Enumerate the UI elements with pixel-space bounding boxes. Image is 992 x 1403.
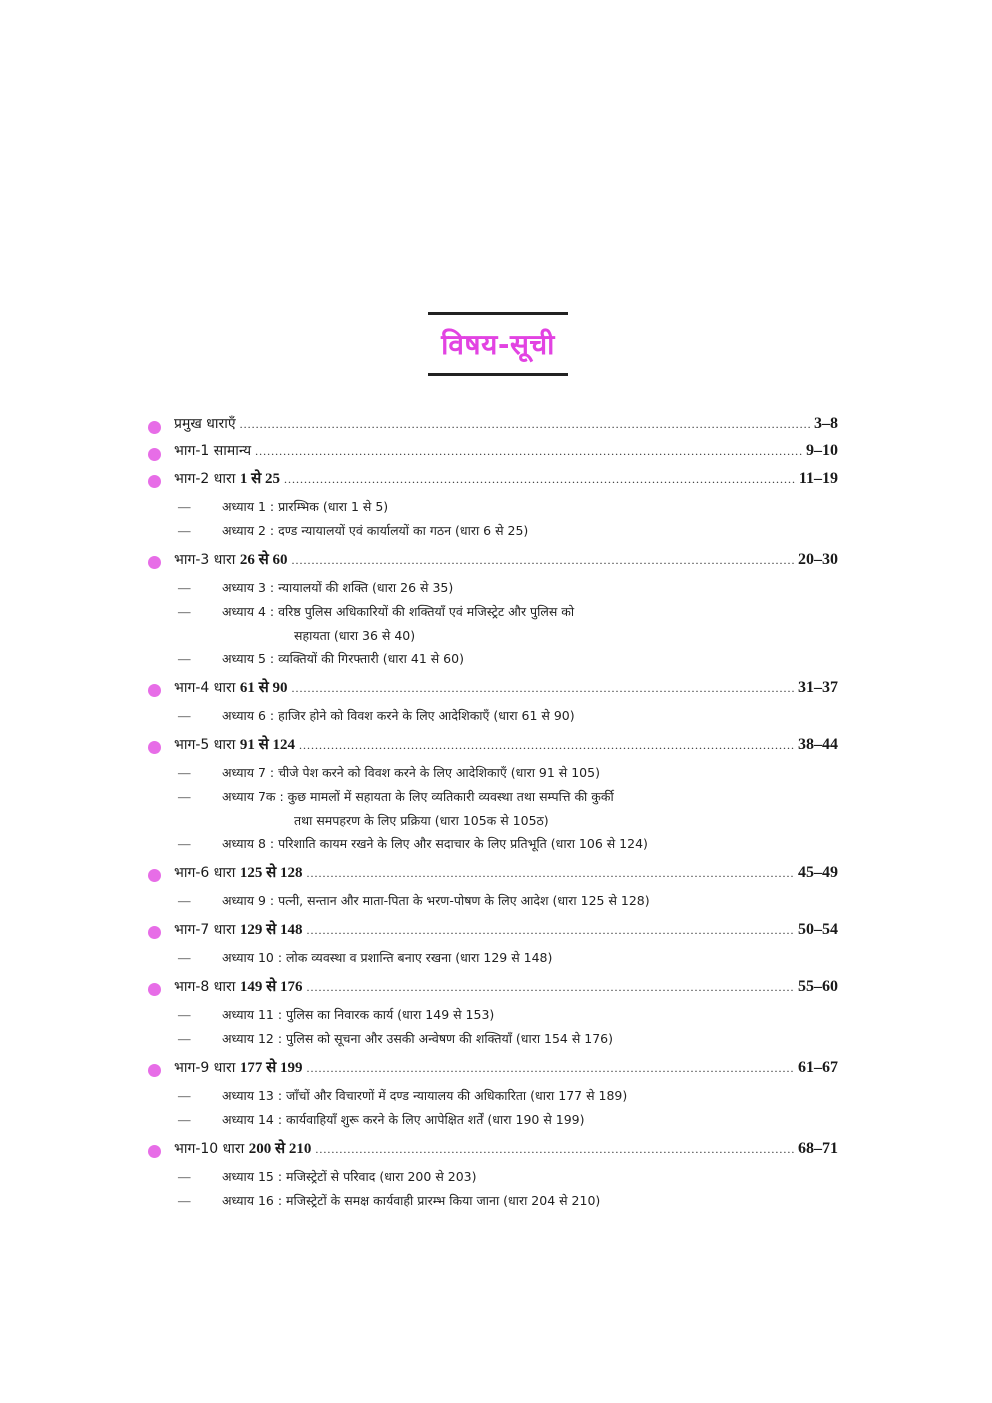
toc-part-entry[interactable]: [148, 1057, 838, 1084]
dot-leader: [306, 980, 794, 995]
dash-marker: —: [178, 1008, 191, 1022]
dash-marker: —: [178, 951, 191, 965]
part-label: [174, 976, 302, 996]
dash-marker: —: [178, 1194, 191, 1208]
part-label-text: भाग-10 धारा: [174, 1141, 249, 1157]
part-label-text: भाग-7 धारा: [174, 922, 240, 938]
part-range: 149 से 176: [239, 979, 303, 995]
bullet-icon: [148, 684, 161, 697]
chapter-title-continued: सहायता (धारा 36 से 40): [294, 628, 416, 643]
part-range: 26 से 60: [239, 552, 288, 568]
toc-part-entry[interactable]: [148, 441, 838, 468]
dash-marker: —: [178, 709, 191, 723]
toc-chapter-entry[interactable]: [148, 1003, 838, 1027]
table-of-contents: [148, 414, 838, 1213]
part-label-text: भाग-6 धारा: [174, 865, 240, 881]
chapter-title: अध्याय 9 : पत्नी, सन्तान और माता-पिता के भरण-पोषण के लिए आदेश (धारा 125 से 128): [222, 893, 650, 908]
part-label: [174, 1057, 302, 1077]
toc-chapter-entry[interactable]: [148, 761, 838, 785]
toc-part-entry[interactable]: [148, 549, 838, 576]
toc-part-entry[interactable]: [148, 677, 838, 704]
toc-chapter-entry[interactable]: [148, 889, 838, 913]
toc-chapter-entry[interactable]: [148, 519, 838, 543]
page-range: 11–19: [798, 470, 838, 487]
bullet-icon: [148, 421, 161, 434]
page-range: 55–60: [798, 978, 838, 995]
bullet-icon: [148, 869, 161, 882]
part-label-text: भाग-5 धारा: [174, 737, 240, 753]
page-range: 9–10: [806, 442, 838, 459]
page-range: 50–54: [798, 921, 838, 938]
bullet-icon: [148, 983, 161, 996]
toc-chapter-entry[interactable]: [148, 832, 838, 856]
page-range: 31–37: [798, 679, 838, 696]
chapter-title: अध्याय 14 : कार्यवाहियाँ शुरू करने के लिए आपेक्षित शर्तें (धारा 190 से 199): [222, 1112, 585, 1127]
toc-part-entry[interactable]: [148, 734, 838, 761]
chapter-title: अध्याय 1 : प्रारम्भिक (धारा 1 से 5): [222, 499, 389, 514]
part-range: 129 से 148: [239, 922, 303, 938]
chapter-title: अध्याय 10 : लोक व्यवस्था व प्रशान्ति बनाए रखना (धारा 129 से 148): [222, 950, 553, 965]
dot-leader: [284, 472, 795, 487]
dot-leader: [315, 1142, 794, 1157]
page-range: 3–8: [814, 415, 838, 432]
dash-marker: —: [178, 1113, 191, 1127]
part-range: 91 से 124: [239, 737, 295, 753]
toc-chapter-entry[interactable]: [148, 785, 838, 809]
bullet-icon: [148, 475, 161, 488]
bullet-icon: [148, 1064, 161, 1077]
chapter-title: अध्याय 8 : परिशाति कायम रखने के लिए और सदाचार के लिए प्रतिभूति (धारा 106 से 124): [222, 836, 648, 851]
part-label: [174, 1138, 311, 1158]
bullet-icon: [148, 741, 161, 754]
dot-leader: [255, 444, 802, 459]
page-range: 38–44: [798, 736, 838, 753]
toc-part-entry[interactable]: [148, 919, 838, 946]
chapter-title: अध्याय 5 : व्यक्तियों की गिरफ्तारी (धारा 41 से 60): [222, 651, 464, 666]
part-label: [174, 862, 302, 882]
dash-marker: —: [178, 1032, 191, 1046]
dash-marker: —: [178, 766, 191, 780]
dash-marker: —: [178, 1170, 191, 1184]
toc-chapter-entry[interactable]: [148, 495, 838, 519]
bullet-icon: [148, 556, 161, 569]
chapter-title-continued: तथा समपहरण के लिए प्रक्रिया (धारा 105क से 105ठ): [294, 813, 549, 828]
chapter-title: अध्याय 4 : वरिष्ठ पुलिस अधिकारियों की शक्तियाँ एवं मजिस्ट्रेट और पुलिस को: [222, 604, 575, 619]
dot-leader: [306, 1061, 794, 1076]
toc-part-entry[interactable]: [148, 414, 838, 441]
toc-chapter-entry[interactable]: [148, 600, 838, 624]
page-range: 45–49: [798, 864, 838, 881]
toc-chapter-continuation: [148, 624, 838, 647]
part-label: [174, 414, 236, 433]
page-range: 61–67: [798, 1059, 838, 1076]
toc-chapter-entry[interactable]: [148, 1027, 838, 1051]
part-label: [174, 549, 287, 569]
toc-chapter-entry[interactable]: [148, 576, 838, 600]
chapter-title: अध्याय 15 : मजिस्ट्रेटों से परिवाद (धारा 200 से 203): [222, 1169, 477, 1184]
dot-leader: [306, 866, 794, 881]
chapter-title: अध्याय 13 : जाँचों और विचारणों में दण्ड न्यायालय की अधिकारिता (धारा 177 से 189): [222, 1088, 628, 1103]
page-range: 20–30: [798, 551, 838, 568]
chapter-title: अध्याय 3 : न्यायालयों की शक्ति (धारा 26 से 35): [222, 580, 454, 595]
part-label-text: भाग-9 धारा: [174, 1060, 240, 1076]
toc-chapter-entry[interactable]: [148, 1165, 838, 1189]
chapter-title: अध्याय 6 : हाजिर होने को विवश करने के लिए आदेशिकाएँ (धारा 61 से 90): [222, 708, 575, 723]
part-label: [174, 734, 295, 754]
dot-leader: [291, 553, 794, 568]
toc-part-entry[interactable]: [148, 862, 838, 889]
part-label-text: प्रमुख धाराएँ: [174, 416, 236, 432]
part-label: [174, 677, 287, 697]
chapter-title: अध्याय 16 : मजिस्ट्रेटों के समक्ष कार्यवाही प्रारम्भ किया जाना (धारा 204 से 210): [222, 1193, 601, 1208]
chapter-title: अध्याय 2 : दण्ड न्यायालयों एवं कार्यालयों का गठन (धारा 6 से 25): [222, 523, 529, 538]
bullet-icon: [148, 1145, 161, 1158]
chapter-title: अध्याय 7 : चीजे पेश करने को विवश करने के लिए आदेशिकाएँ (धारा 91 से 105): [222, 765, 600, 780]
part-label-text: भाग-2 धारा: [174, 471, 240, 487]
toc-chapter-entry[interactable]: [148, 946, 838, 970]
bullet-icon: [148, 926, 161, 939]
chapter-title: अध्याय 12 : पुलिस को सूचना और उसकी अन्वेषण की शक्तियाँ (धारा 154 से 176): [222, 1031, 614, 1046]
part-range: 61 से 90: [239, 680, 288, 696]
toc-chapter-entry[interactable]: [148, 1189, 838, 1213]
dash-marker: —: [178, 524, 191, 538]
toc-part-entry[interactable]: [148, 468, 838, 495]
part-label-text: भाग-4 धारा: [174, 680, 240, 696]
dot-leader: [240, 417, 810, 432]
part-label-text: भाग-1 सामान्य: [174, 443, 252, 459]
title-box: [428, 312, 568, 376]
page-title: विषय-सूची: [441, 328, 555, 361]
page-range: 68–71: [798, 1140, 838, 1157]
part-label-text: भाग-8 धारा: [174, 979, 240, 995]
part-range: 125 से 128: [239, 865, 303, 881]
part-range: 1 से 25: [239, 471, 280, 487]
part-range: 177 से 199: [239, 1060, 303, 1076]
dash-marker: —: [178, 605, 191, 619]
bullet-icon: [148, 448, 161, 461]
part-label-text: भाग-3 धारा: [174, 552, 240, 568]
dash-marker: —: [178, 790, 191, 804]
dash-marker: —: [178, 652, 191, 666]
dash-marker: —: [178, 837, 191, 851]
part-label: [174, 468, 280, 488]
part-label: [174, 919, 302, 939]
toc-chapter-entry[interactable]: [148, 1084, 838, 1108]
toc-part-entry[interactable]: [148, 1138, 838, 1165]
chapter-title: अध्याय 11 : पुलिस का निवारक कार्य (धारा 149 से 153): [222, 1007, 495, 1022]
toc-chapter-entry[interactable]: [148, 704, 838, 728]
dash-marker: —: [178, 500, 191, 514]
dash-marker: —: [178, 1089, 191, 1103]
toc-chapter-entry[interactable]: [148, 1108, 838, 1132]
part-label: [174, 441, 251, 460]
toc-chapter-continuation: [148, 809, 838, 832]
chapter-title: अध्याय 7क : कुछ मामलों में सहायता के लिए व्यतिकारी व्यवस्था तथा सम्पत्ति की कुर्की: [222, 789, 614, 804]
dash-marker: —: [178, 894, 191, 908]
toc-part-entry[interactable]: [148, 976, 838, 1003]
dot-leader: [291, 681, 794, 696]
part-range: 200 से 210: [248, 1141, 312, 1157]
toc-chapter-entry[interactable]: [148, 647, 838, 671]
dot-leader: [306, 923, 794, 938]
dash-marker: —: [178, 581, 191, 595]
dot-leader: [299, 738, 794, 753]
